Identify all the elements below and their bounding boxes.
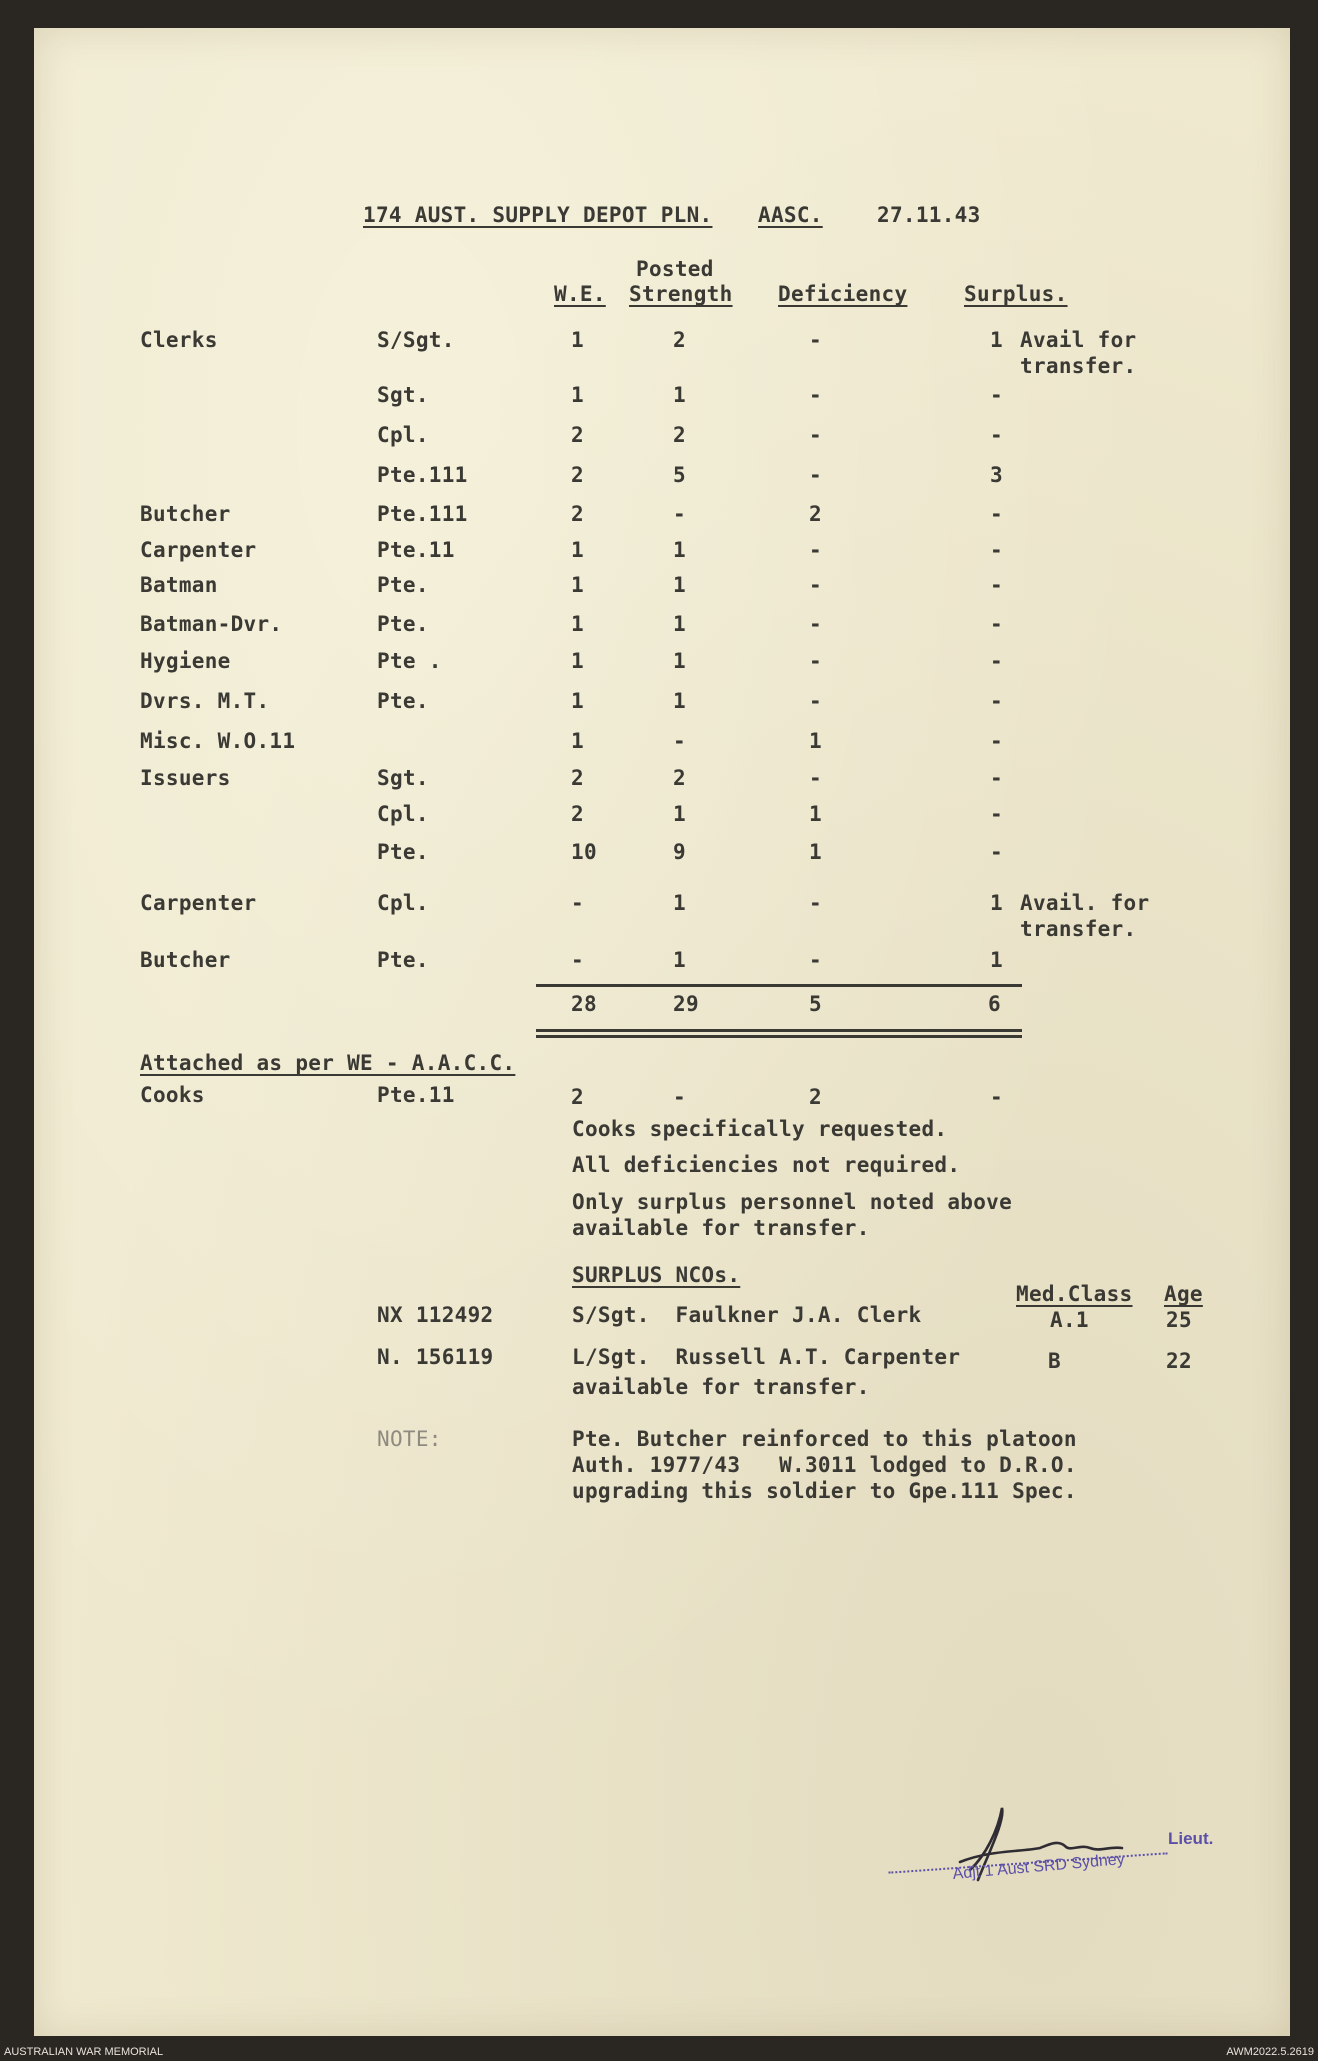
row-category: Carpenter: [140, 891, 257, 915]
row-deficiency: -: [809, 649, 822, 673]
row-rank: Pte.: [377, 689, 429, 713]
row-deficiency: 1: [809, 802, 822, 826]
row-surplus: -: [990, 840, 1003, 864]
note-label: NOTE:: [377, 1427, 442, 1451]
col-header-deficiency: Deficiency: [778, 282, 908, 306]
row-strength: 1: [673, 948, 686, 972]
row-we: 2: [571, 463, 584, 487]
unit-name: AASC.: [758, 203, 823, 227]
total-rule-bottom-1: [536, 1029, 1022, 1032]
row-strength: 2: [673, 328, 686, 352]
note-line-1: Pte. Butcher reinforced to this platoon: [572, 1427, 1077, 1451]
adjutant-stamp: Adjt 1 Aust SRD Sydney: [952, 1850, 1126, 1883]
row-rank: Pte.111: [377, 463, 468, 487]
row-surplus: -: [990, 538, 1003, 562]
attached-rank: Pte.11: [377, 1083, 455, 1107]
row-surplus: -: [990, 802, 1003, 826]
row-strength: 2: [673, 766, 686, 790]
row-category: Dvrs. M.T.: [140, 689, 270, 713]
row-surplus: -: [990, 383, 1003, 407]
row-we: 1: [571, 383, 584, 407]
row-we: 2: [571, 423, 584, 447]
row-deficiency: -: [809, 383, 822, 407]
nco-detail: S/Sgt. Faulkner J.A. Clerk: [572, 1303, 922, 1327]
attached-deficiency: 2: [809, 1085, 822, 1109]
row-we: 1: [571, 538, 584, 562]
row-strength: 5: [673, 463, 686, 487]
total-we: 28: [571, 992, 597, 1016]
row-we: 2: [571, 766, 584, 790]
row-strength: 1: [673, 649, 686, 673]
nco-number: NX 112492: [377, 1303, 494, 1327]
row-category: Issuers: [140, 766, 231, 790]
row-rank: S/Sgt.: [377, 328, 455, 352]
row-category: Carpenter: [140, 538, 257, 562]
row-rank: Pte.: [377, 612, 429, 636]
total-rule-bottom-2: [536, 1035, 1022, 1038]
row-surplus: -: [990, 502, 1003, 526]
row-rank: Pte.: [377, 573, 429, 597]
row-rank: Sgt.: [377, 766, 429, 790]
row-category: Misc. W.O.11: [140, 729, 296, 753]
col-header-we: W.E.: [554, 282, 606, 306]
row-rank: Pte .: [377, 649, 442, 673]
row-surplus: -: [990, 612, 1003, 636]
row-surplus: 1: [990, 891, 1003, 915]
attached-remark-3b: available for transfer.: [572, 1216, 870, 1240]
attached-we: 2: [571, 1085, 584, 1109]
row-strength: 1: [673, 573, 686, 597]
row-deficiency: -: [809, 948, 822, 972]
row-note: Avail for: [1020, 328, 1137, 352]
row-note-cont: transfer.: [1020, 354, 1137, 378]
row-rank: Cpl.: [377, 802, 429, 826]
row-category: Batman: [140, 573, 218, 597]
nco-age: 25: [1166, 1308, 1192, 1332]
row-strength: 1: [673, 802, 686, 826]
row-strength: 1: [673, 891, 686, 915]
row-rank: Pte.: [377, 948, 429, 972]
attached-surplus: -: [990, 1085, 1003, 1109]
attached-strength: -: [673, 1085, 686, 1109]
document-date: 27.11.43: [877, 203, 981, 227]
nco-med-class: B: [1048, 1349, 1061, 1373]
total-strength: 29: [673, 992, 699, 1016]
row-we: 10: [571, 840, 597, 864]
row-we: 1: [571, 649, 584, 673]
row-category: Butcher: [140, 948, 231, 972]
row-surplus: -: [990, 729, 1003, 753]
note-line-2: Auth. 1977/43 W.3011 lodged to D.R.O.: [572, 1453, 1077, 1477]
row-strength: 1: [673, 612, 686, 636]
row-rank: Cpl.: [377, 891, 429, 915]
row-deficiency: -: [809, 463, 822, 487]
row-deficiency: -: [809, 766, 822, 790]
row-note-cont: transfer.: [1020, 917, 1137, 941]
surplus-ncos-heading: SURPLUS NCOs.: [572, 1263, 741, 1287]
row-we: 2: [571, 502, 584, 526]
row-deficiency: -: [809, 423, 822, 447]
nco-transfer-note: available for transfer.: [572, 1375, 870, 1399]
row-deficiency: 2: [809, 502, 822, 526]
row-we: 1: [571, 612, 584, 636]
nco-age: 22: [1166, 1349, 1192, 1373]
row-deficiency: -: [809, 891, 822, 915]
row-surplus: 1: [990, 328, 1003, 352]
row-we: 2: [571, 802, 584, 826]
row-surplus: -: [990, 649, 1003, 673]
row-deficiency: -: [809, 612, 822, 636]
row-we: 1: [571, 573, 584, 597]
row-rank: Sgt.: [377, 383, 429, 407]
note-line-3: upgrading this soldier to Gpe.111 Spec.: [572, 1479, 1077, 1503]
age-header: Age: [1164, 1282, 1203, 1306]
row-surplus: -: [990, 573, 1003, 597]
row-category: Hygiene: [140, 649, 231, 673]
total-rule-top: [536, 984, 1022, 987]
attached-heading: Attached as per WE - A.A.C.C.: [140, 1051, 516, 1075]
signature: [950, 1800, 1150, 1900]
row-category: Butcher: [140, 502, 231, 526]
row-strength: -: [673, 729, 686, 753]
row-deficiency: 1: [809, 729, 822, 753]
col-header-posted: Posted: [636, 257, 714, 281]
row-we: 1: [571, 729, 584, 753]
row-surplus: 3: [990, 463, 1003, 487]
row-strength: 2: [673, 423, 686, 447]
row-we: 1: [571, 328, 584, 352]
row-surplus: 1: [990, 948, 1003, 972]
total-deficiency: 5: [809, 992, 822, 1016]
footer-reference: AWM2022.5.2619: [1226, 2046, 1314, 2058]
row-deficiency: -: [809, 689, 822, 713]
row-strength: 9: [673, 840, 686, 864]
row-we: -: [571, 891, 584, 915]
row-rank: Pte.: [377, 840, 429, 864]
nco-number: N. 156119: [377, 1345, 494, 1369]
row-strength: 1: [673, 538, 686, 562]
footer-archive: AUSTRALIAN WAR MEMORIAL: [4, 2046, 164, 2058]
total-surplus: 6: [988, 992, 1001, 1016]
row-surplus: -: [990, 766, 1003, 790]
row-strength: 1: [673, 689, 686, 713]
row-deficiency: -: [809, 328, 822, 352]
row-strength: 1: [673, 383, 686, 407]
document-title: 174 AUST. SUPPLY DEPOT PLN.: [363, 203, 713, 227]
row-surplus: -: [990, 423, 1003, 447]
nco-detail: L/Sgt. Russell A.T. Carpenter: [572, 1345, 961, 1369]
row-rank: Pte.11: [377, 538, 455, 562]
attached-remark-2: All deficiencies not required.: [572, 1153, 961, 1177]
nco-med-class: A.1: [1050, 1308, 1089, 1332]
row-rank: Cpl.: [377, 423, 429, 447]
attached-remark-3a: Only surplus personnel noted above: [572, 1190, 1013, 1214]
med-class-header: Med.Class: [1016, 1282, 1133, 1306]
attached-remark-1: Cooks specifically requested.: [572, 1117, 948, 1141]
row-rank: Pte.111: [377, 502, 468, 526]
row-deficiency: -: [809, 538, 822, 562]
row-surplus: -: [990, 689, 1003, 713]
row-category: Batman-Dvr.: [140, 612, 283, 636]
row-strength: -: [673, 502, 686, 526]
row-we: -: [571, 948, 584, 972]
signature-rank: Lieut.: [1168, 1829, 1214, 1848]
row-category: Clerks: [140, 328, 218, 352]
row-deficiency: -: [809, 573, 822, 597]
col-header-surplus: Surplus.: [964, 282, 1068, 306]
row-we: 1: [571, 689, 584, 713]
col-header-strength: Strength: [629, 282, 733, 306]
row-deficiency: 1: [809, 840, 822, 864]
attached-category: Cooks: [140, 1083, 205, 1107]
row-note: Avail. for: [1020, 891, 1150, 915]
